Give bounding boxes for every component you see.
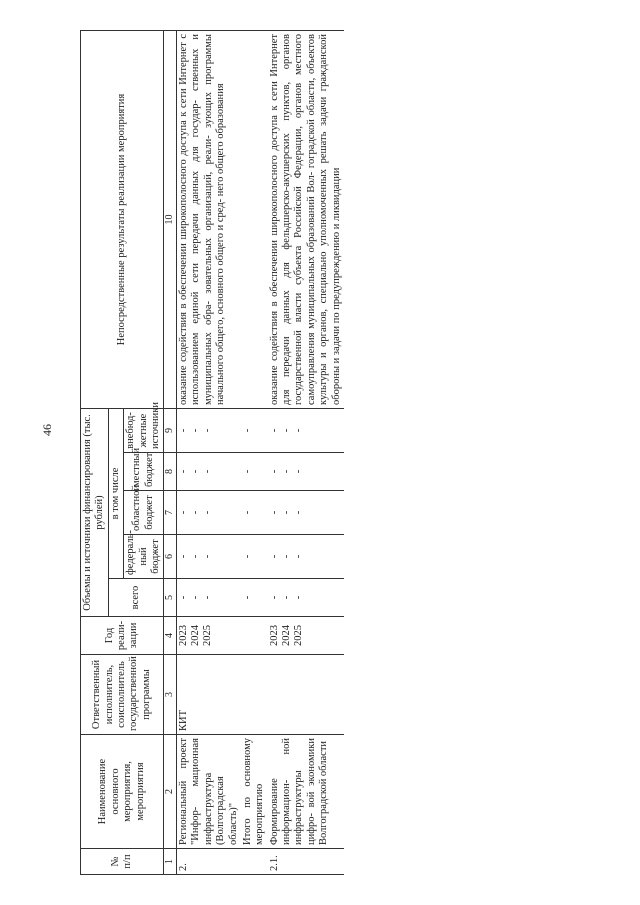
row-name: Итого по основному мероприятию: [241, 735, 268, 849]
col-number: 4: [164, 617, 177, 655]
row-results: оказание содействия в обеспечении широкополосного доступа к сети Интернет для передачи данных для фельдшерско-акушерских пунктов, органов государственной власти субъекта Российской Федерации, органов местного самоуправления муниципальных образований Вол- гоградской области, объектов культуры и органов, специально уполномоченных решать задачи гражданской обороны и задачи по предупреждению и ликвидации: [268, 31, 344, 409]
total-value: -: [292, 595, 304, 600]
col-number: 10: [164, 31, 177, 409]
header-executor: Ответственный исполнитель, соисполнитель государственной программы: [81, 655, 164, 735]
offbudget-value: -: [280, 428, 292, 433]
header-name: Наименование основного мероприятия, мероприятия: [81, 735, 164, 849]
col-number: 8: [164, 453, 177, 491]
col-number: 2: [164, 735, 177, 849]
header-total: всего: [108, 579, 164, 617]
total-value: -: [241, 595, 253, 600]
total-value: -: [190, 595, 202, 600]
col-number: 6: [164, 535, 177, 579]
local-value: -: [292, 469, 304, 474]
regional-value: -: [280, 510, 292, 515]
year: 2025: [202, 625, 214, 646]
federal-value: -: [241, 554, 253, 559]
offbudget-value: -: [268, 428, 280, 433]
federal-value: -: [292, 554, 304, 559]
total-value: -: [202, 595, 214, 600]
header-federal: федераль- ный бюджет: [124, 535, 164, 579]
table-row: [177, 31, 241, 875]
col-number: 7: [164, 491, 177, 535]
federal-value: -: [202, 554, 214, 559]
header-offbudget: внебюд- жетные источники: [124, 409, 164, 453]
offbudget-value: -: [190, 428, 202, 433]
total-value: -: [268, 595, 280, 600]
regional-value: -: [292, 510, 304, 515]
row-name: Формирование информацион- ной инфраструктуры цифро- вой экономики Волгоградской области: [268, 735, 344, 849]
local-value: -: [202, 469, 214, 474]
header-funding: Объемы и источники финансирования (тыс. рублей): [81, 409, 109, 617]
row-num: 2.1.: [268, 849, 344, 875]
row-num: 2.: [177, 849, 241, 875]
federal-value: -: [268, 554, 280, 559]
row-results: оказание содействия в обеспечении широкополосного доступа к сети Интернет с использованием единой сети передачи данных для государ- ственных и муниципальных обра- зовательных организаций, реали- зующих программы начального общего, основного общего и сред- него общего образования: [177, 31, 241, 409]
col-number: 5: [164, 579, 177, 617]
header-num: № п/п: [81, 849, 164, 875]
rotated-page-content: [80, 30, 600, 875]
total-value: -: [178, 595, 190, 600]
row-name: Региональный проект "Инфор- мационная инфраструктура (Волгоградская область)": [177, 735, 241, 849]
year: 2024: [190, 625, 202, 646]
offbudget-value: -: [292, 428, 304, 433]
col-number: 3: [164, 655, 177, 735]
federal-value: -: [190, 554, 202, 559]
header-year: Год реали- зации: [81, 617, 164, 655]
header-local: местный бюджет: [124, 453, 164, 491]
header-regional: областной бюджет: [124, 491, 164, 535]
year: 2023: [178, 625, 190, 646]
header-in-that: в том числе: [108, 409, 123, 579]
regional-value: -: [178, 510, 190, 515]
table-row: [241, 31, 268, 875]
offbudget-value: -: [178, 428, 190, 433]
col-number: 1: [164, 849, 177, 875]
year: 2024: [280, 625, 292, 646]
local-value: -: [280, 469, 292, 474]
federal-value: -: [280, 554, 292, 559]
local-value: -: [268, 469, 280, 474]
regional-value: -: [202, 510, 214, 515]
table-row: [268, 31, 344, 875]
offbudget-value: -: [202, 428, 214, 433]
program-table: [80, 30, 344, 875]
regional-value: -: [190, 510, 202, 515]
total-value: -: [280, 595, 292, 600]
page-number: 46: [40, 424, 54, 436]
regional-value: -: [241, 510, 253, 515]
year: 2025: [292, 625, 304, 646]
row-num: [241, 849, 268, 875]
header-results: Непосредственные результаты реализации мероприятия: [81, 31, 164, 409]
local-value: -: [178, 469, 190, 474]
federal-value: -: [178, 554, 190, 559]
year: 2023: [268, 625, 280, 646]
regional-value: -: [268, 510, 280, 515]
local-value: -: [190, 469, 202, 474]
col-number: 9: [164, 409, 177, 453]
offbudget-value: -: [241, 428, 253, 433]
row-executor: КИТ: [177, 655, 241, 735]
local-value: -: [241, 469, 253, 474]
